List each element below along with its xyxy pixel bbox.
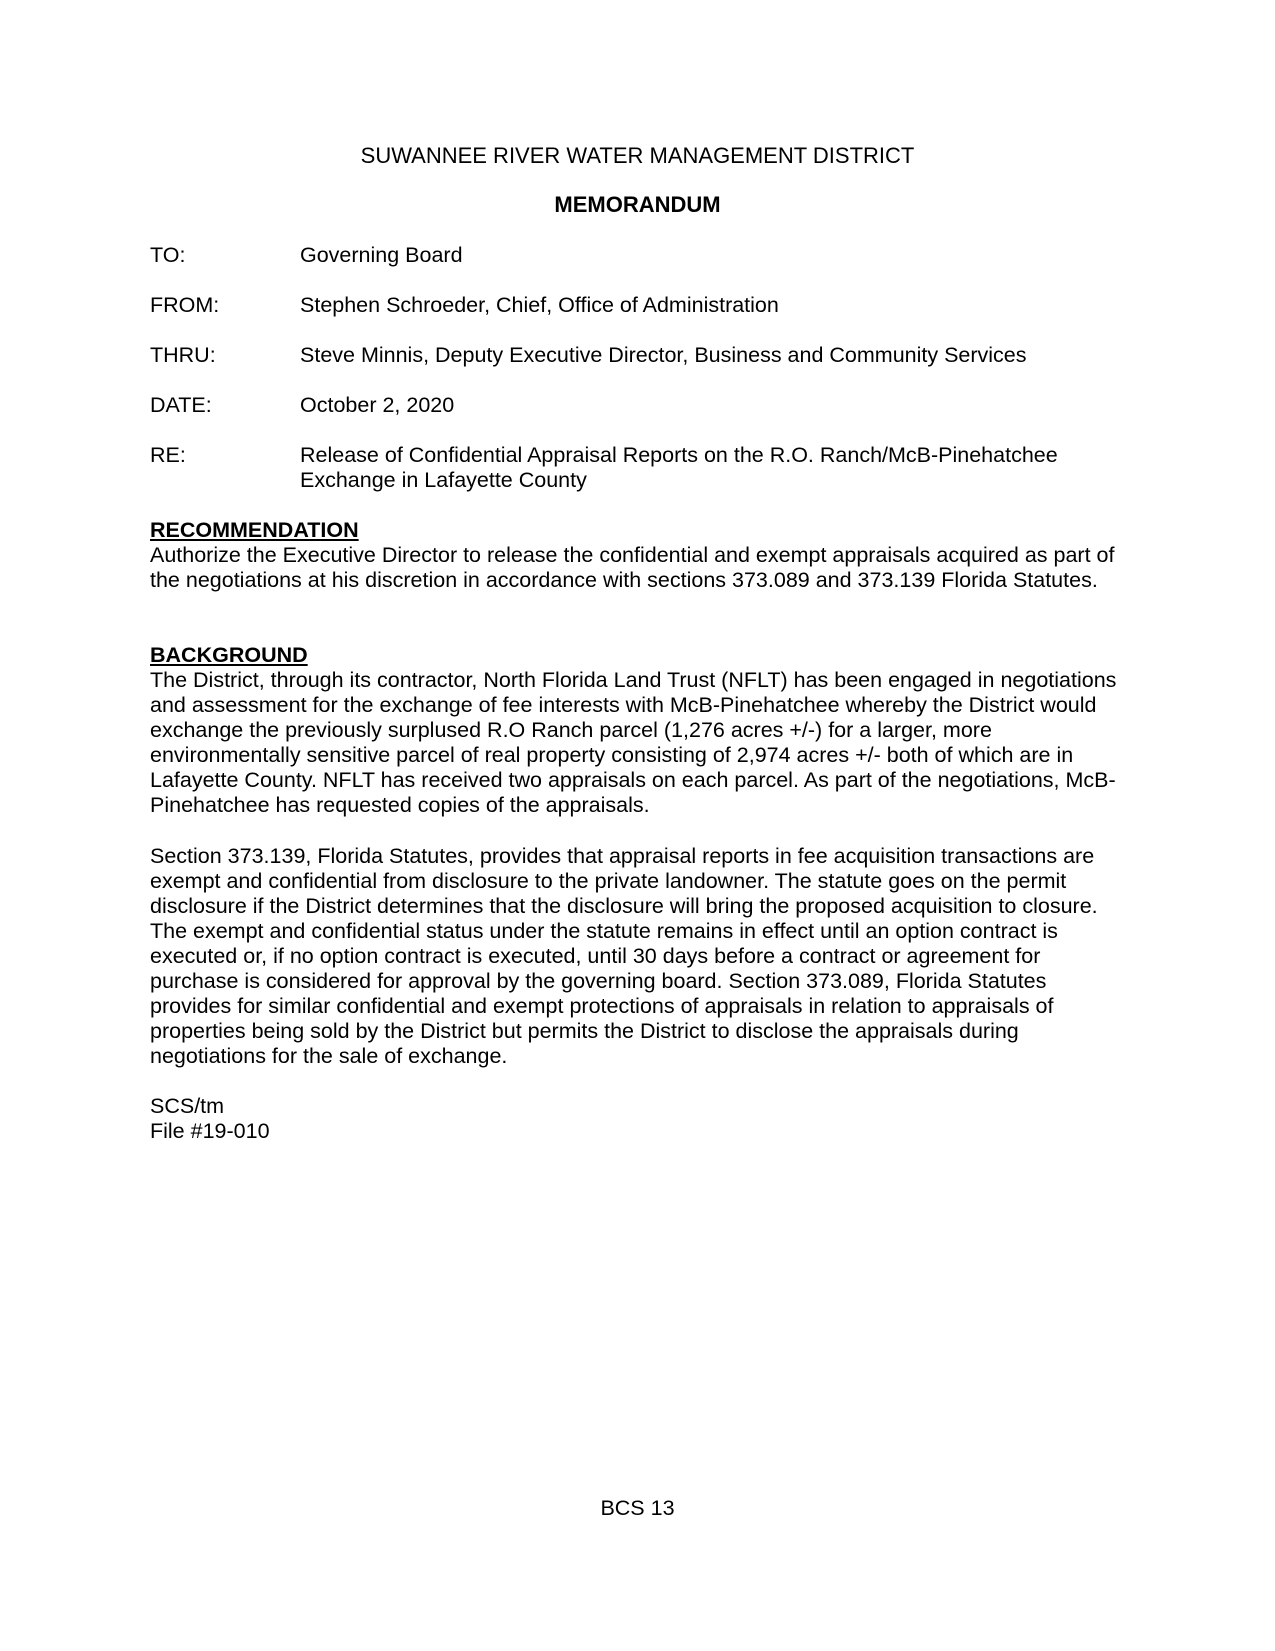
from-label: FROM: [150,293,220,317]
background-section [150,643,1125,818]
recommendation-section [150,518,1125,593]
initials: SCS/tm [150,1094,225,1118]
memo-footer [150,1094,650,1144]
background-heading: BACKGROUND [150,643,308,667]
thru-label: THRU: [150,343,216,367]
background-paragraph-2: Section 373.139, Florida Statutes, provides that appraisal reports in fee acquisition transactions are exempt and confidential from disclosure to the private landowner. The statute goes on the permit disclosure if the District determines that the disclosure will bring the proposed acquisition to closure. The exempt and confidential status under the statute remains in effect until an option contract is executed or, if no option contract is executed, until 30 days before a contract or agreement for purchase is considered for approval by the governing board. Section 373.089, Florida Statutes provides for similar confidential and exempt protections of appraisals in relation to appraisals of properties being sold by the District but permits the District to disclose the appraisals during negotiations for the sale of exchange. [150,844,1098,1068]
to-value: Governing Board [300,243,463,267]
re-value: Release of Confidential Appraisal Reports on the R.O. Ranch/McB-Pinehatchee Exchange in Lafayette County [300,443,1058,492]
page-number: BCS 13 [600,1496,675,1520]
re-label: RE: [150,443,186,467]
date-value: October 2, 2020 [300,393,455,417]
recommendation-text: Authorize the Executive Director to release the confidential and exempt appraisals acquired as part of the negotiations at his discretion in accordance with sections 373.089 and 373.139 Florida Statutes. [150,543,1115,592]
background-paragraph-1: The District, through its contractor, North Florida Land Trust (NFLT) has been engaged in negotiations and assessment for the exchange of fee interests with McB-Pinehatchee whereby the District would exchange the previously surplused R.O Ranch parcel (1,276 acres +/-) for a larger, more environmentally sensitive parcel of real property consisting of 2,974 acres +/- both of which are in Lafayette County. NFLT has received two appraisals on each parcel. As part of the negotiations, McB-Pinehatchee has requested copies of the appraisals. [150,668,1117,817]
file-number: File #19-010 [150,1119,270,1143]
date-label: DATE: [150,393,212,417]
agency-name: SUWANNEE RIVER WATER MANAGEMENT DISTRICT [360,143,915,168]
memo-title: MEMORANDUM [554,192,721,217]
thru-value: Steve Minnis, Deputy Executive Director, Business and Community Services [300,343,1027,367]
recommendation-heading: RECOMMENDATION [150,518,359,542]
from-value: Stephen Schroeder, Chief, Office of Administration [300,293,779,317]
background-paragraph-2-block [150,844,1125,1069]
to-label: TO: [150,243,186,267]
